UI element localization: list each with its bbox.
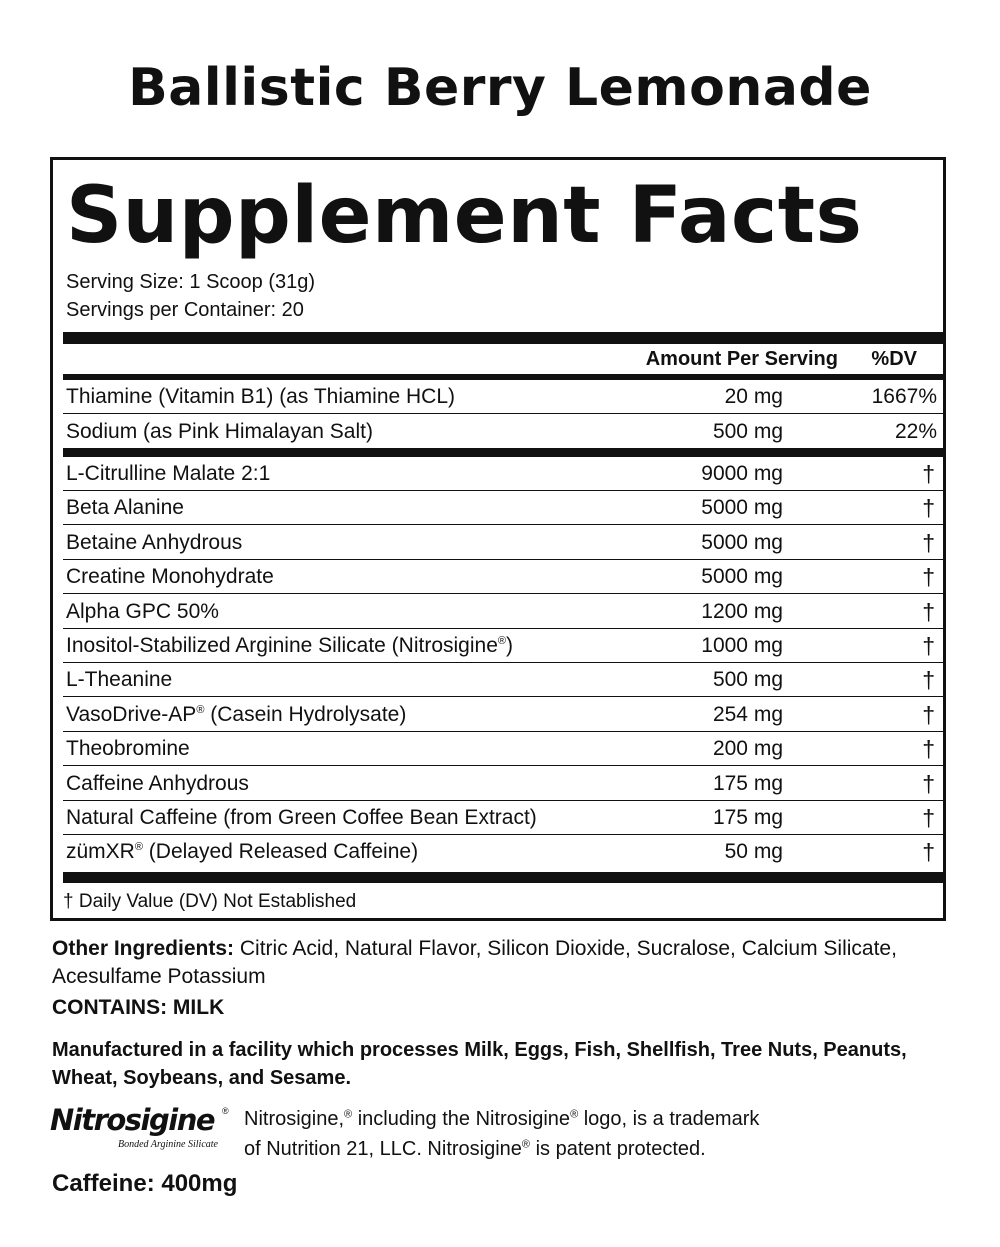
tm-reg-2: ®	[570, 1108, 579, 1121]
logo-wordmark: Nitrosigine	[50, 1103, 215, 1137]
trademark-notice	[244, 1104, 944, 1164]
amount-per-serving: 254 mg	[712, 702, 783, 726]
ingredient-name	[66, 634, 513, 658]
amount-per-serving: 175 mg	[712, 771, 783, 795]
amount-per-serving: 500 mg	[712, 668, 783, 692]
amount-per-serving: 5000 mg	[701, 530, 783, 554]
table-row	[63, 732, 943, 766]
ingredient-name-text: Alpha GPC 50%	[66, 599, 219, 623]
allergen-contains: CONTAINS: MILK	[52, 996, 225, 1019]
daily-value: †	[922, 598, 935, 625]
ingredient-name-text: Natural Caffeine (from Green Coffee Bean Extract)	[66, 806, 537, 829]
ingredient-name-text: Betaine Anhydrous	[66, 530, 243, 554]
ingredient-name-text: Sodium (as Pink Himalayan Salt)	[66, 419, 373, 443]
table-row	[63, 526, 943, 560]
daily-value: †	[922, 529, 935, 556]
daily-value: †	[922, 770, 935, 797]
table-row	[63, 380, 943, 414]
table-row	[63, 595, 943, 629]
table-row	[63, 560, 943, 594]
ingredient-name	[66, 840, 418, 864]
ingredient-name-text: Inositol-Stabilized Arginine Silicate (Nitrosigine	[66, 634, 498, 657]
amount-per-serving: 200 mg	[712, 737, 783, 761]
daily-value: 22%	[894, 419, 937, 443]
amount-per-serving: 500 mg	[712, 419, 783, 443]
ingredient-name-text: L-Theanine	[66, 668, 173, 692]
daily-value: †	[922, 805, 935, 831]
ingredient-name	[66, 668, 172, 692]
table-row	[63, 491, 943, 525]
serving-size: Serving Size: 1 Scoop (31g)	[66, 271, 316, 293]
logo-reg-mark: ®	[222, 1106, 229, 1116]
registered-mark: ®	[196, 703, 205, 716]
ingredient-name	[66, 496, 184, 520]
amount-per-serving: 175 mg	[712, 806, 783, 829]
ingredient-name-suffix: )	[505, 634, 513, 657]
tm-text-5: is patent protected.	[530, 1138, 706, 1160]
other-ingredients	[52, 935, 932, 991]
table-row	[63, 663, 943, 697]
tm-text-1: Nitrosigine,	[244, 1108, 345, 1130]
tm-text-3: logo, is a trademark	[578, 1108, 760, 1130]
dv-footnote: † Daily Value (DV) Not Established	[63, 891, 357, 912]
table-row	[63, 629, 943, 663]
ingredient-name	[66, 600, 219, 624]
daily-value: †	[922, 667, 935, 694]
ingredient-name	[66, 565, 274, 589]
ingredient-name	[66, 531, 242, 555]
thick-divider	[63, 332, 943, 344]
ingredient-name-text: Creatine Monohydrate	[66, 565, 274, 589]
ingredient-name	[66, 385, 455, 409]
daily-value: †	[922, 461, 935, 487]
ingredient-name-text: Thiamine (Vitamin B1) (as Thiamine HCL)	[66, 385, 456, 408]
ingredient-name-text: Beta Alanine	[66, 496, 184, 520]
ingredient-name-text: VasoDrive-AP	[66, 702, 197, 726]
other-ingredients-label: Other Ingredients:	[52, 937, 235, 960]
table-row	[63, 415, 943, 449]
ingredient-name	[66, 737, 190, 761]
other-ingredients-text: Citric Acid, Natural Flavor, Silicon Dioxide, Sucralose, Calcium Silicate, Acesulfame Potassium	[52, 937, 897, 988]
panel-title: Supplement Facts	[66, 171, 863, 261]
amount-per-serving: 50 mg	[724, 840, 783, 864]
supplement-facts-panel	[50, 157, 946, 921]
registered-mark: ®	[497, 635, 506, 647]
tm-reg-1: ®	[344, 1108, 353, 1121]
daily-value: †	[922, 701, 935, 728]
daily-value: †	[922, 839, 935, 866]
daily-value: 1667%	[871, 385, 937, 408]
amount-per-serving-header: Amount Per Serving	[645, 348, 838, 370]
table-row	[63, 457, 943, 491]
ingredient-name	[66, 462, 270, 486]
amount-per-serving: 5000 mg	[701, 565, 783, 589]
caffeine-total: Caffeine: 400mg	[52, 1170, 238, 1197]
tm-text-2: including the Nitrosigine	[352, 1108, 571, 1130]
ingredient-name-text: Caffeine Anhydrous	[66, 771, 249, 795]
table-row	[63, 767, 943, 801]
dv-header: %DV	[871, 348, 917, 370]
amount-per-serving: 20 mg	[724, 385, 783, 408]
ingredient-name-text: L-Citrulline Malate 2:1	[66, 462, 271, 485]
amount-per-serving: 1200 mg	[701, 599, 783, 623]
tm-reg-3: ®	[521, 1138, 531, 1151]
thick-divider-2	[63, 448, 943, 457]
nitrosigine-logo	[50, 1102, 235, 1162]
logo-tagline: Bonded Arginine Silicate	[118, 1139, 218, 1150]
ingredient-name-suffix: (Delayed Released Caffeine)	[142, 840, 419, 864]
amount-per-serving: 1000 mg	[701, 634, 783, 657]
daily-value: †	[922, 564, 935, 591]
facility-warning: Manufactured in a facility which processes Milk, Eggs, Fish, Shellfish, Tree Nuts, Peanuts, Wheat, Soybeans, and Sesame.	[52, 1039, 907, 1089]
table-row	[63, 835, 943, 869]
ingredient-name	[66, 772, 249, 796]
ingredient-name	[66, 703, 406, 727]
ingredient-name	[66, 420, 373, 444]
amount-per-serving: 5000 mg	[701, 496, 783, 520]
table-row	[63, 801, 943, 835]
table-row	[63, 698, 943, 732]
registered-mark: ®	[134, 841, 143, 854]
thick-divider-3	[63, 872, 943, 883]
ingredient-name	[66, 806, 537, 830]
ingredient-name-text: zümXR	[66, 840, 135, 864]
ingredient-name-suffix: (Casein Hydrolysate)	[204, 702, 407, 726]
tm-text-4: of Nutrition 21, LLC. Nitrosigine	[244, 1138, 522, 1160]
servings-per-container: Servings per Container: 20	[66, 299, 304, 321]
ingredient-name-text: Theobromine	[66, 737, 190, 761]
daily-value: †	[922, 736, 935, 763]
amount-per-serving: 9000 mg	[701, 462, 783, 485]
daily-value: †	[922, 495, 935, 522]
daily-value: †	[922, 633, 935, 659]
flavor-name: Ballistic Berry Lemonade	[128, 58, 872, 118]
